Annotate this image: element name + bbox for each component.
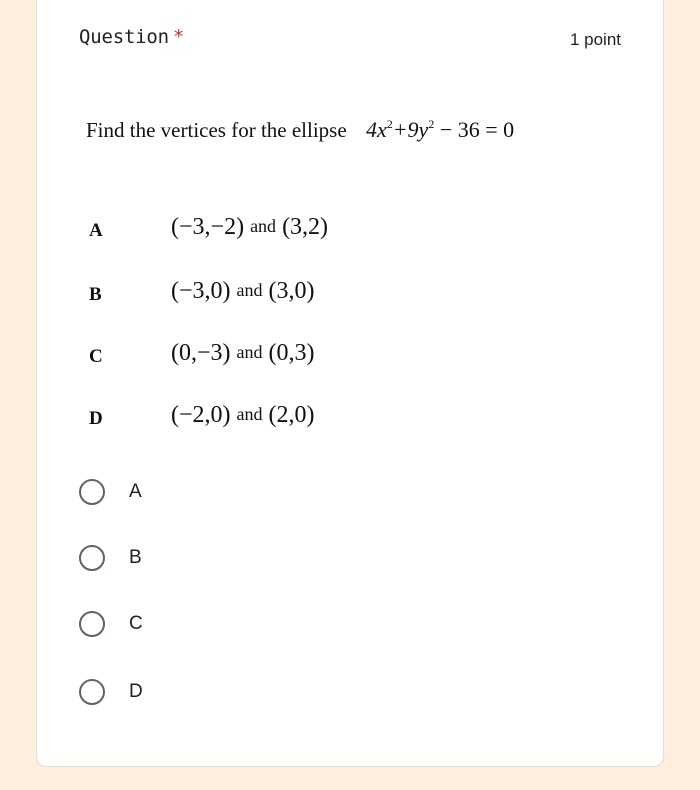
option-second-point: (3,2) <box>282 214 329 240</box>
option-letter: A <box>89 220 103 241</box>
choice-label[interactable]: D <box>129 681 143 702</box>
option-and: and <box>236 404 263 424</box>
choice-label[interactable]: A <box>129 481 142 502</box>
choice-c[interactable] <box>79 606 143 642</box>
radio-unchecked-icon[interactable] <box>79 545 105 571</box>
question-prompt <box>86 117 514 143</box>
question-title-text: Question <box>79 26 169 48</box>
option-first-point: (−2,0) <box>171 402 231 428</box>
choice-a[interactable] <box>79 474 142 510</box>
option-first-point: (−3,0) <box>171 278 231 304</box>
option-and: and <box>236 280 263 300</box>
option-value <box>171 214 328 241</box>
choice-label[interactable]: B <box>129 547 142 568</box>
option-and: and <box>236 342 263 362</box>
option-first-point: (−3,−2) <box>171 214 245 240</box>
question-card <box>36 0 664 767</box>
option-second-point: (2,0) <box>268 402 315 428</box>
equation-exponent-1: 2 <box>386 117 393 131</box>
ellipse-equation <box>366 117 514 142</box>
option-and: and <box>250 216 277 236</box>
option-value <box>171 340 315 367</box>
option-first-point: (0,−3) <box>171 340 231 366</box>
question-title <box>79 26 184 48</box>
option-second-point: (0,3) <box>268 340 315 366</box>
option-value <box>171 278 315 305</box>
prompt-text: Find the vertices for the ellipse <box>86 118 347 142</box>
equation-exponent-2: 2 <box>428 117 435 131</box>
option-letter: B <box>89 284 102 305</box>
option-value <box>171 402 315 429</box>
choice-b[interactable] <box>79 540 142 576</box>
equation-term-1: 4x <box>365 117 387 142</box>
radio-unchecked-icon[interactable] <box>79 679 105 705</box>
radio-unchecked-icon[interactable] <box>79 611 105 637</box>
choice-label[interactable]: C <box>129 613 143 634</box>
required-asterisk: * <box>172 26 185 48</box>
option-second-point: (3,0) <box>268 278 315 304</box>
option-letter: C <box>89 346 103 367</box>
choice-d[interactable] <box>79 674 143 710</box>
points-label: 1 point <box>569 30 621 49</box>
radio-unchecked-icon[interactable] <box>79 479 105 505</box>
option-letter: D <box>89 408 103 429</box>
equation-term-3: − 36 = 0 <box>439 117 515 142</box>
equation-term-2: +9y <box>392 117 429 142</box>
